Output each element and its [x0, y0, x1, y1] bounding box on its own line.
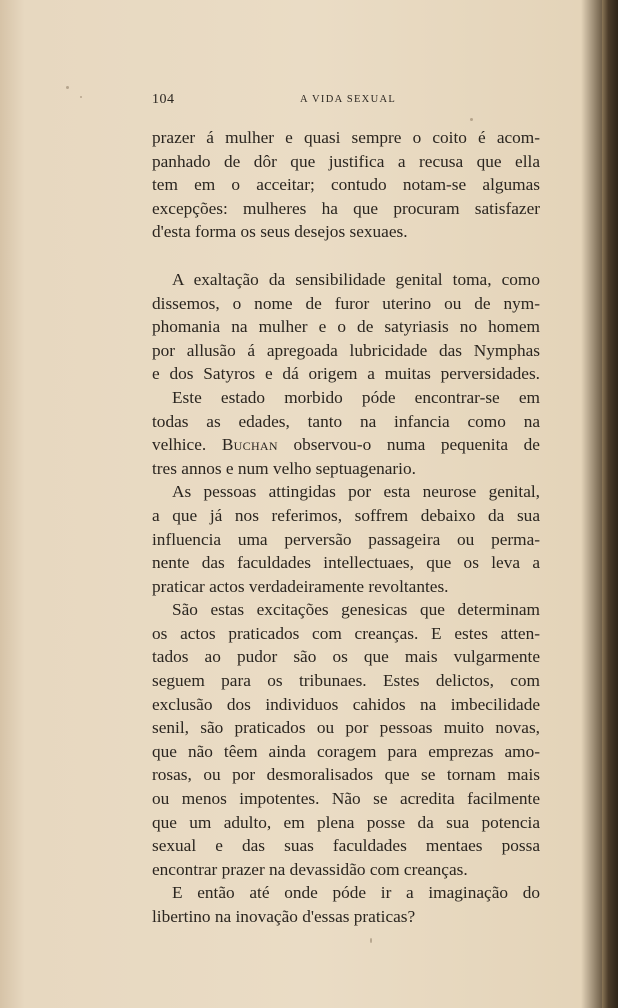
text-line: a que já nos referimos, soffrem debaixo da sua	[152, 505, 540, 525]
text-line: phomania na mulher e o de satyriasis no homem	[152, 317, 540, 337]
body-text	[152, 126, 540, 929]
text-line: encontrar prazer na devassidão com creanças.	[152, 859, 468, 879]
text-line: tres annos e num velho septuagenario.	[152, 458, 416, 478]
page-edge-shadow	[602, 0, 618, 1008]
text-line: todas as edades, tanto na infancia como na	[152, 411, 540, 431]
foxing-spot	[370, 938, 372, 943]
page-number: 104	[152, 92, 175, 107]
text-line: que não têem ainda coragem para emprezas amo-	[152, 741, 540, 761]
paragraph	[152, 480, 540, 598]
text-line: exclusão dos individuos cahidos na imbecilidade	[152, 694, 540, 714]
author-name: Buchan	[221, 435, 278, 455]
text-line	[152, 433, 540, 457]
text-line: rosas, ou por desmoralisados que se tornam mais	[152, 765, 540, 785]
paragraph	[152, 881, 540, 928]
foxing-spot	[80, 96, 82, 98]
paragraph	[152, 268, 540, 386]
text-line: ou menos impotentes. Não se acredita facilmente	[152, 789, 540, 809]
paragraph-gap	[152, 244, 540, 268]
text-line: praticar actos verdadeiramente revoltantes.	[152, 576, 449, 596]
text-fragment: observou-o numa pequenita de	[277, 435, 540, 455]
text-line: São estas excitações genesicas que determinam	[172, 600, 540, 620]
text-line: libertino na inovação d'essas praticas?	[152, 907, 416, 926]
text-line: prazer á mulher e quasi sempre o coito é acom-	[152, 128, 540, 147]
text-line: por allusão á apregoada lubricidade das Nymphas	[152, 340, 540, 360]
text-line: Este estado morbido póde encontrar-se em	[172, 387, 540, 407]
foxing-spot	[470, 118, 473, 121]
text-line: E então até onde póde ir a imaginação do	[172, 883, 540, 903]
text-line: dissemos, o nome de furor uterino ou de nym-	[152, 293, 540, 313]
text-line: senil, são praticados ou por pessoas muito novas,	[152, 718, 540, 738]
text-line: influencia uma perversão passageira ou perma-	[152, 529, 540, 549]
text-line: seguem para os tribunaes. Estes delictos, com	[152, 671, 540, 691]
text-line: panhado de dôr que justifica a recusa que ella	[152, 151, 540, 171]
text-line: que um adulto, em plena posse da sua potencia	[152, 812, 540, 832]
paragraph	[152, 126, 540, 244]
running-head: A VIDA SEXUAL	[300, 94, 397, 105]
text-line: A exaltação da sensibilidade genital toma, como	[172, 269, 540, 289]
paragraph	[152, 598, 540, 881]
text-line: excepções: mulheres ha que procuram satisfazer	[152, 198, 540, 218]
text-line: os actos praticados com creanças. E estes atten-	[152, 623, 540, 643]
foxing-spot	[66, 86, 69, 89]
paragraph	[152, 386, 540, 480]
text-line: tem em o acceitar; contudo notam-se algumas	[152, 175, 540, 195]
text-fragment: velhice.	[152, 435, 222, 455]
text-line: e dos Satyros e dá origem a muitas perversidades.	[152, 364, 540, 384]
text-line: tados ao pudor são os que mais vulgarmente	[152, 647, 540, 667]
text-line: d'esta forma os seus desejos sexuaes.	[152, 222, 408, 242]
text-line: sexual e das suas faculdades mentaes possa	[152, 836, 540, 856]
text-line: As pessoas attingidas por esta neurose genital,	[172, 482, 540, 502]
text-line: nente das faculdades intellectuaes, que os leva a	[152, 553, 540, 573]
page-header	[152, 92, 540, 112]
